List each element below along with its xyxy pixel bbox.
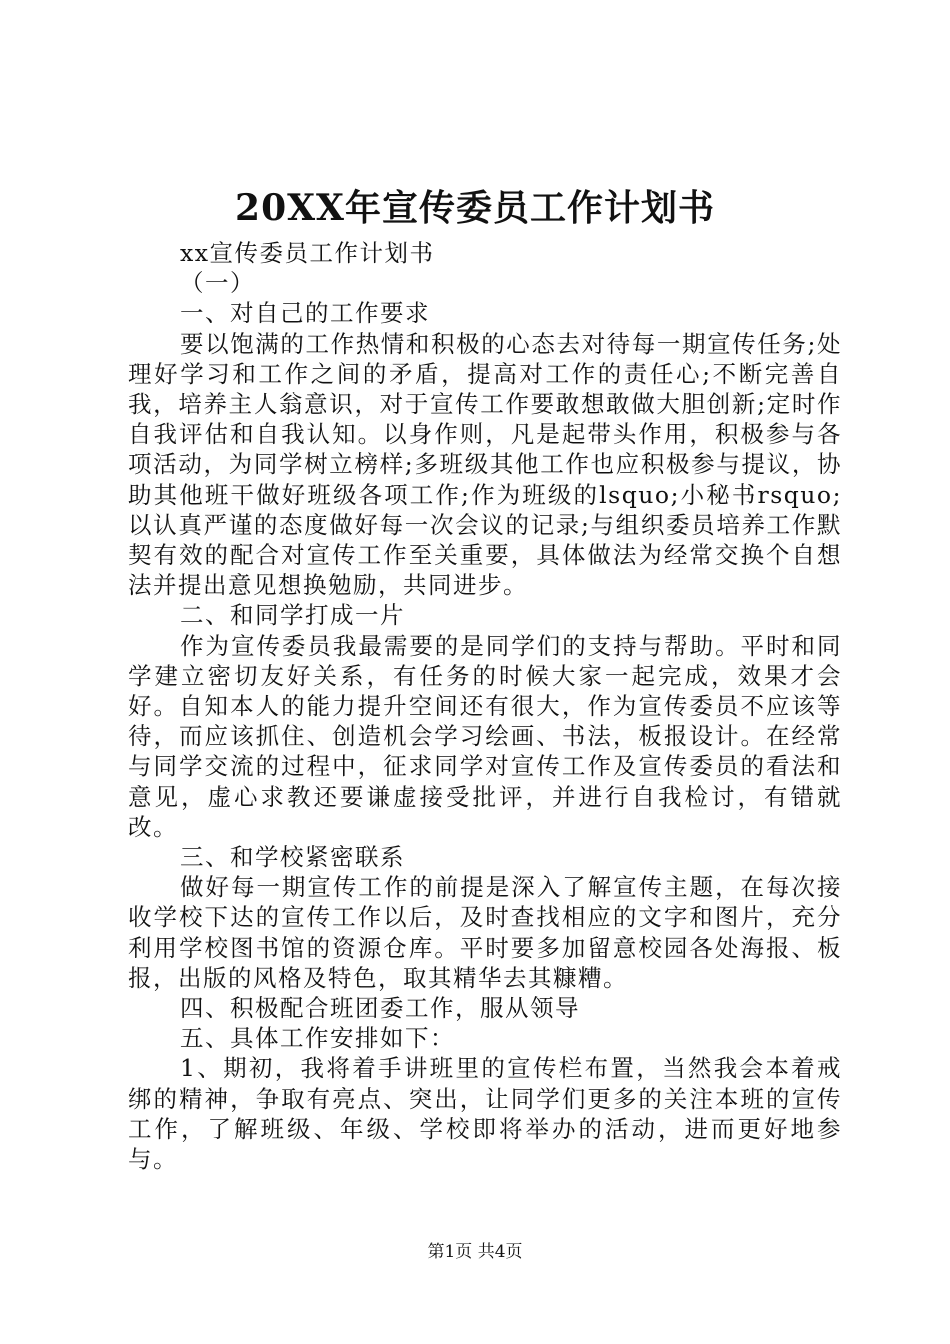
- subtitle-paragraph: xx宣传委员工作计划书: [180, 239, 435, 267]
- heading-5: 五、具体工作安排如下：: [180, 1024, 455, 1053]
- page-footer: 第1页 共4页: [427, 1242, 523, 1262]
- heading-1: 一、对自己的工作要求: [180, 299, 430, 328]
- paragraph-2: 作为宣传委员我最需要的是同学们的支持与帮助。平时和同学建立密切友好关系，有任务的时候大家一起完成，效果才会好。自知本人的能力提升空间还有很大，作为宣传委员不应该等待，而应该抓住、创造机会学习绘画、书法，板报设计。在经常与同学交流的过程中，征求同学对宣传工作及宣传委员的看法和意见，虚心求教还要谦虚接受批评，并进行自我检讨，有错就改。: [128, 631, 842, 841]
- paragraph-1: 要以饱满的工作热情和积极的心态去对待每一期宣传任务;处理好学习和工作之间的矛盾，提高对工作的责任心;不断完善自我，培养主人翁意识，对于宣传工作要敢想敢做大胆创新;定时作自我评估和自我认知。以身作则，凡是起带头作用，积极参与各项活动，为同学树立榜样;多班级其他工作也应积极参与提议，协助其他班干做好班级各项工作;作为班级的lsquo;小秘书rsquo;以认真严谨的态度做好每一次会议的记录;与组织委员培养工作默契有效的配合对宣传工作至关重要，具体做法为经常交换个自想法并提出意见想换勉励，共同进步。: [128, 329, 842, 600]
- heading-2: 二、和同学打成一片: [180, 601, 405, 630]
- section-marker: （一）: [180, 269, 255, 298]
- paragraph-3: 做好每一期宣传工作的前提是深入了解宣传主题，在每次接收学校下达的宣传工作以后，及时查找相应的文字和图片，充分利用学校图书馆的资源仓库。平时要多加留意校园各处海报、板报，出版的风格及特色，取其精华去其糠糟。: [128, 873, 842, 992]
- paragraph-4: 1、期初，我将着手讲班里的宣传栏布置，当然我会本着戒绑的精神，争取有亮点、突出，让同学们更多的关注本班的宣传工作，了解班级、年级、学校即将举办的活动，进而更好地参与。: [128, 1054, 842, 1174]
- document-body: [128, 238, 842, 1174]
- document-title: 20XX年宣传委员工作计划书: [235, 187, 715, 229]
- heading-3: 三、和学校紧密联系: [180, 843, 405, 872]
- heading-4: 四、积极配合班团委工作，服从领导: [180, 994, 580, 1023]
